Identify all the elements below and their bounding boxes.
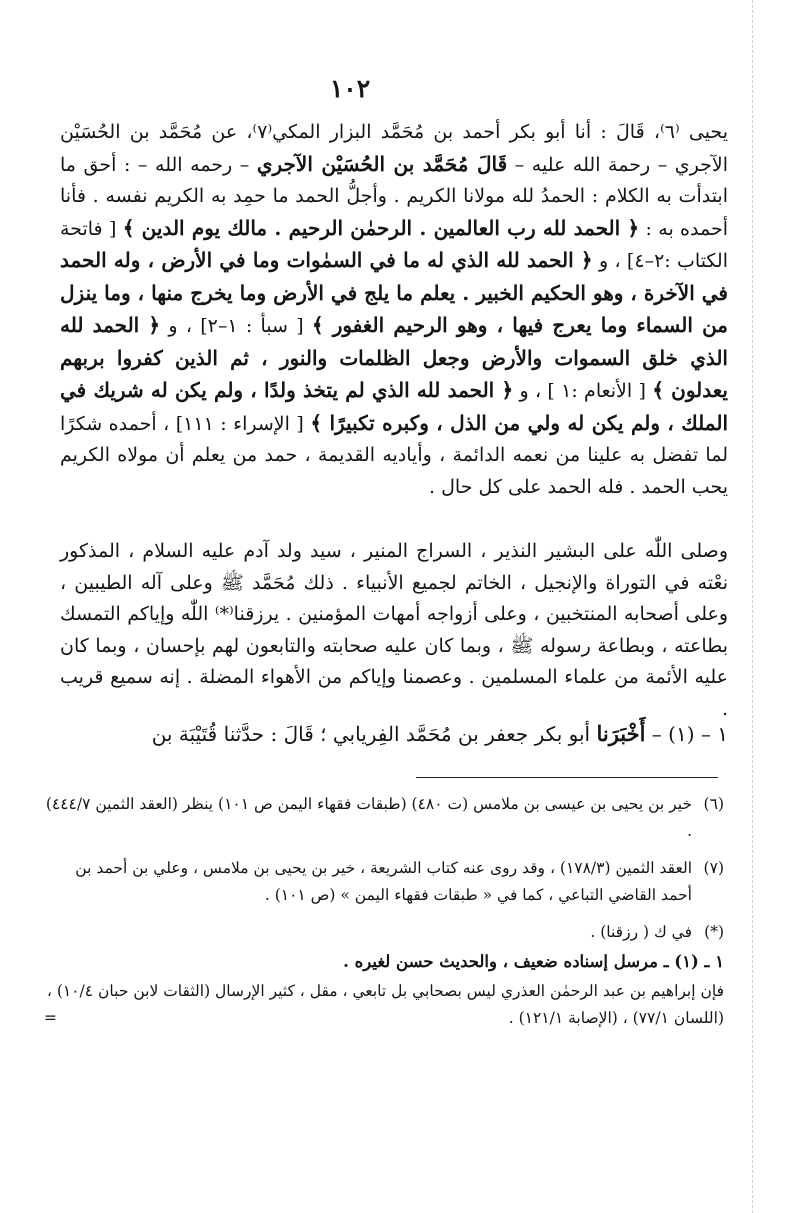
salat-paragraph <box>60 536 728 725</box>
ref-isra: [ الإسراء : ١١١] ، أحمده شكرًا لما تفضل به علينا من نعمه الدائمة ، وأياديه القديمة ، حمد من يعلم أن مولاه الكريم يحب الحمد . فله الحمد على كل حال . <box>60 412 728 498</box>
ref-fatiha: [ فاتحة الكتاب :٢–٤] ، و <box>60 217 728 272</box>
takhrij-note <box>44 978 724 1032</box>
hadith-lead: أَخْبَرَنا <box>596 721 646 746</box>
verse-fatiha: ﴿ الحمد لله رب العالمين . الرحمٰن الرحيم . مالك يوم الدين ﴾ <box>122 215 640 240</box>
takhrij-grade: مرسل إسناده ضعيف ، والحديث حسن لغيره . <box>343 952 664 971</box>
ref-anam: [ الأنعام :١ ] ، و <box>513 380 653 402</box>
verse-saba: ﴿ الحمد لله الذي له ما في السمٰوات وما في الأرض ، وله الحمد في الآخرة ، وهو الحكيم الخبير . يعلم ما يلج في الأرض وما يخرج منها ، وما ينزل من السماء وما يعرج فيها ، وهو الرحيم الغفور ﴾ <box>60 248 729 337</box>
hadith-line <box>60 718 728 751</box>
verse-isra: ﴿ الحمد لله الذي لم يتخذ ولدًا ، ولم يكن له شريك في الملك ، ولم يكن له ولي من الذل ، وكبره تكبيرًا ﴾ <box>60 378 729 435</box>
takhrij-number: ١ ـ (١) ـ <box>663 952 724 971</box>
footnote-7-number: (٧) <box>703 859 724 877</box>
page-edge-line <box>752 0 753 1213</box>
page-number: ١٠٢ <box>329 74 371 103</box>
footnote-7-text: العقد الثمين (١٧٨/٣) ، وقد روى عنه كتاب الشريعة ، خير بن يحيى بن ملامس ، وعلي بن أحمد بن أحمد القاضي التباعي ، كما في « طبقات فقهاء اليمن » (ص ١٠١) . <box>75 859 692 904</box>
footnote-6-number: (٦) <box>703 795 724 813</box>
salat-text: وصلى اللّٰه على البشير النذير ، السراج المنير ، سيد ولد آدم عليه السلام ، المذكور نعْته في التوراة والإنجيل ، الخاتم لجميع الأنبياء . ذلك مُحَمَّد ﷺ وعلى آله الطيبين ، وعلى أصحابه المنتخبين ، وعلى أزواجه أمهات المؤمنين . يرزقنا⁽*⁾ اللّٰه وإياكم التمسك بطاعته ، وبطاعة رسوله ﷺ ، وبما كان عليه صحابته والتابعون لهم بإحسان ، وبما كان عليه الأئمة من علماء المسلمين . وعصمنا وإياكم من الأهواء المضلة . إنه سميع قريب . <box>60 540 728 720</box>
footnote-7 <box>44 855 724 909</box>
intro-line-1: يحيى ⁽٦⁾، قَالَ : أنا أبو بكر أحمد بن مُحَمَّد البزار المكي⁽٧⁾، عن مُحَمَّد بن الحُسَيْن الآجري – رحمة الله عليه – <box>60 121 728 176</box>
footnote-6-text: خير بن يحيى بن عيسى بن ملامس (ت ٤٨٠) (طبقات فقهاء اليمن ص ١٠١) ينظر (العقد الثمين ٤٤٤/٧) . <box>45 795 692 840</box>
continuation-mark: = <box>44 1009 57 1027</box>
intro-line-2: – رحمه الله – : أحق ما ابتدأت به الكلام : الحمدُ لله مولانا الكريم . وأجلُّ الحمد ما حمِد به الكريم نفسه . فأنا أحمده به : <box>60 153 728 240</box>
ref-saba: [ سبأ : ١–٢] ، و <box>160 315 312 337</box>
intro-paragraph <box>60 117 728 503</box>
footnote-star-text: في ك ( رزقنا) . <box>590 923 692 941</box>
footnote-6 <box>44 791 724 845</box>
footnotes <box>44 791 724 1042</box>
hadith-number: ١ – (١) – <box>645 722 728 746</box>
takhrij-heading <box>44 948 724 976</box>
footnote-star-number: (*) <box>704 923 724 941</box>
takhrij-note-text: فإن إبراهيم بن عبد الرحمٰن العذري ليس بصحابي بل تابعي ، مقل ، كثير الإرسال (الثقات لابن حبان ١٠/٤) ، (اللسان ٧٧/١) ، (الإصابة ١٢١/١) . <box>46 982 724 1027</box>
footnote-separator <box>416 777 718 778</box>
author-name: قَالَ مُحَمَّد بن الحُسَيْن الآجري <box>256 151 508 176</box>
hadith-isnad: أبو بكر جعفر بن مُحَمَّد الفِريابي ؛ قَالَ : حدَّثنا قُتَيْبَة بن <box>151 722 597 746</box>
footnote-star <box>44 919 724 946</box>
verse-anam: ﴿ الحمد لله الذي خلق السموات والأرض وجعل الظلمات والنور ، ثم الذين كفروا بربهم يعدلون ﴾ <box>60 313 728 402</box>
